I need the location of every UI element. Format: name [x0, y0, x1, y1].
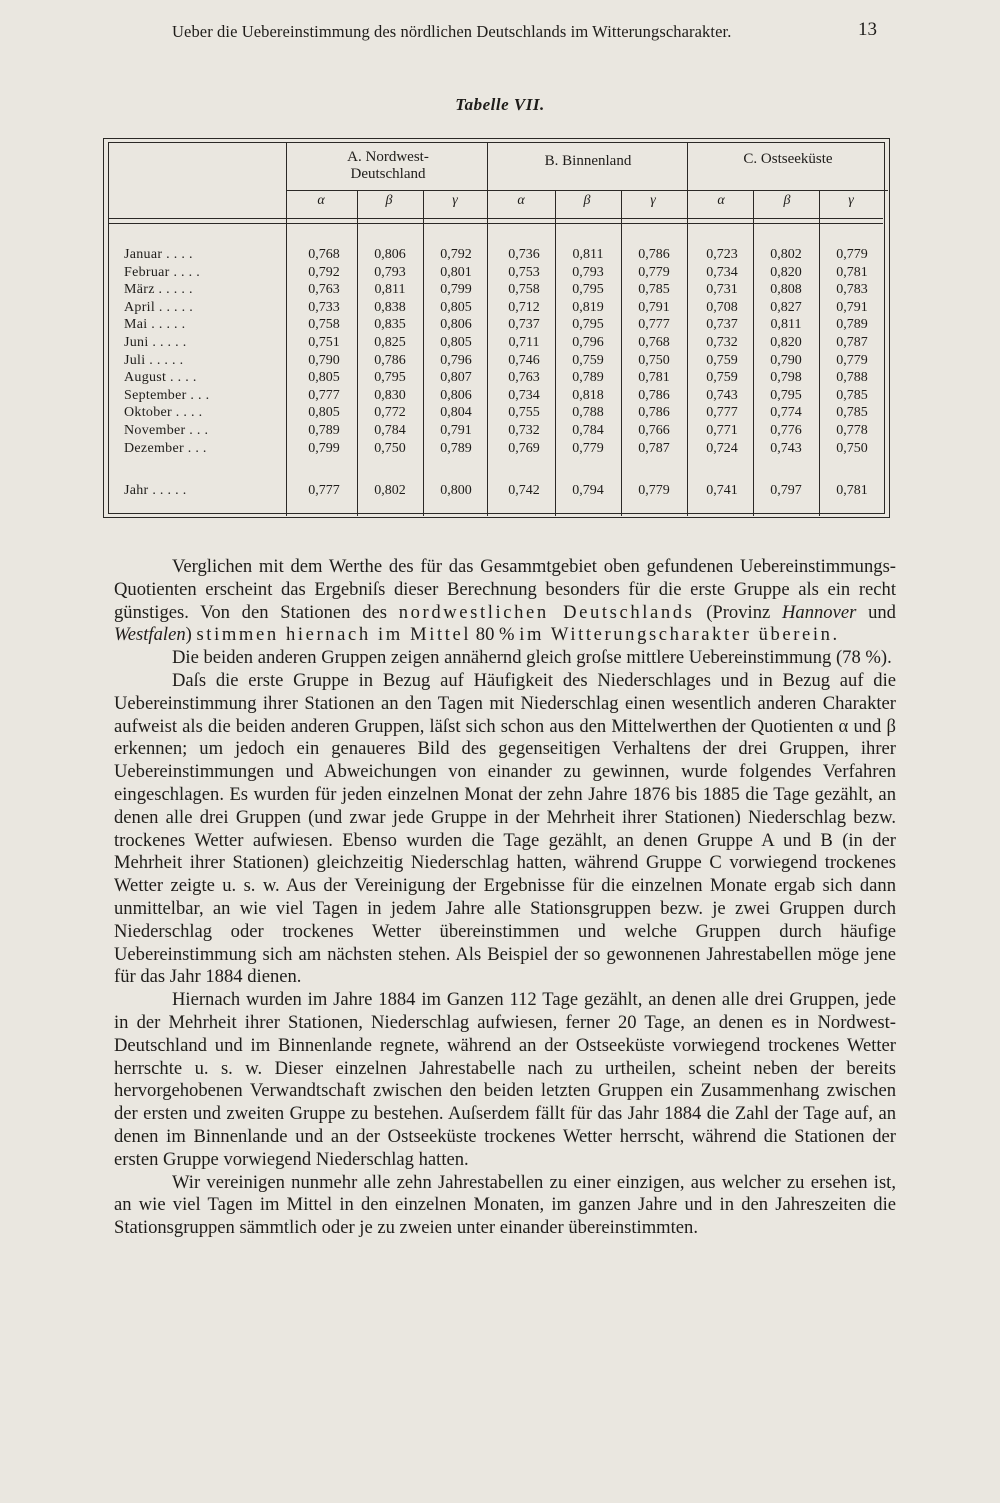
table-cell: 0,791: [638, 299, 670, 315]
group-header-b: [489, 153, 687, 170]
table-cell: 0,796: [440, 352, 472, 368]
table-cell: 0,795: [770, 387, 802, 403]
table-cell: 0,800: [440, 483, 472, 498]
table-cell: 0,785: [638, 282, 670, 298]
table-cell: 0,798: [770, 370, 802, 386]
subcol-header-beta: β: [583, 193, 591, 208]
text-run: (Provinz: [694, 601, 782, 623]
table-cell: 0,778: [836, 423, 868, 438]
table-row-label: Dezember . . .: [124, 440, 207, 456]
table-cell: 0,768: [308, 247, 340, 262]
table-cell: 0,777: [706, 405, 738, 421]
table-cell: 0,806: [374, 247, 406, 262]
table-row-label: August . . . .: [124, 370, 197, 386]
table-cell: 0,791: [836, 299, 868, 315]
subcol-header-beta: β: [783, 193, 791, 208]
table-cell: 0,763: [308, 282, 340, 298]
table-row-label: Februar . . . .: [124, 264, 201, 280]
text-run: Verglichen mit dem Werthe des für das Gesammtgebiet oben gefundenen Uebereinstimmungs-Quotienten erscheint das Ergebniſs dieser Berechnung besonders für die erste Gruppe als ein recht günstiges. Von den Stationen des: [114, 556, 896, 623]
header-bottom-rule: [108, 218, 883, 219]
table-cell: 0,742: [508, 483, 540, 498]
table-cell: 0,777: [308, 483, 340, 498]
paragraph: Hiernach wurden im Jahre 1884 im Ganzen 112 Tage gezählt, an denen alle drei Gruppen, jede in der Mehrheit ihrer Stationen, Niederschlag aufwiesen, ferner 20 Tage, an denen es in Nordwest-Deutschland und im Binnenlande regnete, während an der Ostseeküste vorwiegend trockenes Wetter herrschte u. s. w. Dieser einzelnen Jahrestabelle nach zu urtheilen, scheint neben der bereits hervorgehobenen Verwandtschaft zwischen den beiden letzten Gruppen ein Zusammenhang zwischen der ersten und zweiten Gruppe zu bestehen. Auſserdem fällt für das Jahr 1884 die Zahl der Tage auf, an denen im Binnenlande und an der Ostseeküste trockenes Wetter herrscht, während die Stationen der ersten Gruppe vorwiegend Niederschlag hatten.: [114, 989, 896, 1170]
table-row-label: April . . . . .: [124, 299, 194, 315]
table-cell: 0,787: [638, 440, 670, 456]
table-cell: 0,723: [706, 247, 738, 262]
table-cell: 0,734: [706, 264, 738, 280]
table-row-label: Mai . . . . .: [124, 317, 186, 333]
table-cell: 0,777: [308, 387, 340, 403]
table-cell: 0,790: [770, 352, 802, 368]
table-cell: 0,781: [836, 264, 868, 280]
spaced-text: nordwestlichen Deutschlands: [398, 601, 695, 623]
table-cell: 0,779: [836, 352, 868, 368]
table-cell: 0,784: [374, 423, 406, 438]
table-cell: 0,786: [638, 405, 670, 421]
table-cell: 0,838: [374, 299, 406, 315]
table-cell: 0,793: [374, 264, 406, 280]
table-cell: 0,805: [308, 405, 340, 421]
table-cell: 0,805: [308, 370, 340, 386]
table-cell: 0,724: [706, 440, 738, 456]
table-cell: 0,799: [308, 440, 340, 456]
table-cell: 0,743: [770, 440, 802, 456]
table-row-label: Oktober . . . .: [124, 405, 203, 421]
subcol-header-alpha: α: [317, 193, 325, 208]
table-cell: 0,790: [308, 352, 340, 368]
table-cell: 0,758: [508, 282, 540, 298]
header-rule: [286, 190, 888, 191]
table-cell: 0,737: [706, 317, 738, 333]
table-cell: 0,784: [572, 423, 604, 438]
table-cell: 0,819: [572, 299, 604, 315]
table-title: Tabelle VII.: [455, 95, 545, 114]
paragraph: [114, 556, 896, 647]
table-row-label: November . . .: [124, 423, 209, 438]
spaced-text: stimmen hiernach im Mittel: [196, 624, 472, 646]
table-cell: 0,741: [706, 483, 738, 498]
group-header-c: [689, 151, 887, 168]
table-cell: 0,789: [836, 317, 868, 333]
table-cell: 0,805: [440, 335, 472, 350]
table-cell: 0,820: [770, 335, 802, 350]
spaced-text: im Witterungscharakter überein.: [519, 624, 840, 646]
table-row-label: September . . .: [124, 387, 210, 403]
table-cell: 0,806: [440, 387, 472, 403]
table-cell: 0,763: [508, 370, 540, 386]
paragraph: Wir vereinigen nunmehr alle zehn Jahrestabellen zu einer einzigen, aus welcher zu ersehen ist, an wie viel Tagen im Mittel in den einzelnen Monaten, im ganzen Jahre und in den Jahreszeiten die Stationsgruppen sämmtlich oder je zu zweien unter einander übereinstimmten.: [114, 1171, 896, 1239]
table-cell: 0,783: [836, 282, 868, 298]
table-cell: 0,774: [770, 405, 802, 421]
table-cell: 0,802: [770, 247, 802, 262]
table-cell: 0,805: [440, 299, 472, 315]
table-cell: 0,795: [572, 282, 604, 298]
table-cell: 0,750: [836, 440, 868, 456]
italic-text: Westfalen: [114, 624, 186, 646]
table-cell: 0,758: [308, 317, 340, 333]
table-cell: 0,835: [374, 317, 406, 333]
table-cell: 0,736: [508, 247, 540, 262]
table-row-label: Juli . . . . .: [124, 352, 184, 368]
table-cell: 0,785: [836, 387, 868, 403]
table-cell: 0,771: [706, 423, 738, 438]
subcol-header-gamma: γ: [650, 193, 656, 208]
table-cell: 0,750: [374, 440, 406, 456]
table-cell: 0,796: [572, 335, 604, 350]
text-run: ): [185, 624, 197, 646]
table-cell: 0,795: [572, 317, 604, 333]
table-cell: 0,786: [638, 387, 670, 403]
table-cell: 0,786: [638, 247, 670, 262]
table-cell: 0,711: [508, 335, 540, 350]
group-header-line: B. Binnenland: [544, 153, 632, 169]
table-cell: 0,830: [374, 387, 406, 403]
group-divider-a: [286, 142, 287, 516]
table-cell: 0,743: [706, 387, 738, 403]
table-cell: 0,755: [508, 405, 540, 421]
table-cell: 0,799: [440, 282, 472, 298]
table-cell: 0,793: [572, 264, 604, 280]
text-run: 80 %: [471, 624, 520, 646]
table-cell: 0,746: [508, 352, 540, 368]
subcol-header-gamma: γ: [452, 193, 458, 208]
page-number: 13: [858, 19, 877, 40]
table-cell: 0,806: [440, 317, 472, 333]
group-header-line: Deutschland: [350, 166, 426, 182]
table-cell: 0,769: [508, 440, 540, 456]
table-cell: 0,712: [508, 299, 540, 315]
table-cell: 0,777: [638, 317, 670, 333]
table-cell: 0,737: [508, 317, 540, 333]
table-cell: 0,789: [572, 370, 604, 386]
table-cell: 0,789: [440, 440, 472, 456]
table-cell: 0,811: [770, 317, 802, 333]
table-row-label: März . . . . .: [124, 282, 193, 298]
table-cell: 0,791: [440, 423, 472, 438]
table-cell: 0,787: [836, 335, 868, 350]
table-cell: 0,825: [374, 335, 406, 350]
table-cell: 0,785: [836, 405, 868, 421]
table-row-label: Juni . . . . .: [124, 335, 187, 350]
table-cell: 0,751: [308, 335, 340, 350]
paragraph: Daſs die erste Gruppe in Bezug auf Häufigkeit des Niederschlages und in Bezug auf die Uebereinstimmung ihrer Stationen an den Tagen mit Niederschlag einen wesentlich anderen Charakter aufweist als die beiden anderen Gruppen, läſst sich schon aus den Mittelwerthen der Quotienten α und β erkennen; um jedoch ein genaueres Bild des gegenseitigen Verhaltens der drei Gruppen, ihrer Uebereinstimmungen und Abweichungen von einander zu gewinnen, wurde folgendes Verfahren eingeschlagen. Es wurden für jeden einzelnen Monat der zehn Jahre 1876 bis 1885 die Tage gezählt, an denen alle drei Gruppen (und zwar jede Gruppe in der Mehrheit ihrer Stationen) Niederschlag bezw. trockenes Wetter aufwiesen. Ebenso wurden die Tage gezählt, an denen Gruppe A und B (in der Mehrheit ihrer Stationen) gleichzeitig Niederschlag hatten, während Gruppe C vorwiegend trockenes Wetter zeigte u. s. w. Aus der Vereinigung der Ergebnisse für die einzelnen Monate ergab sich dann unmittelbar, an wie viel Tagen in jedem Jahre alle Stationsgruppen bezw. je zwei Gruppen durch Niederschlag oder trockenes Wetter übereinstimmen und welche Gruppen durch häufige Uebereinstimmung sich am nächsten stehen. Als Beispiel der so gewonnenen Jahrestabellen möge jene für das Jahr 1884 dienen.: [114, 669, 896, 988]
table-cell: 0,732: [508, 423, 540, 438]
table-cell: 0,811: [374, 282, 406, 298]
body-text: [114, 556, 896, 1240]
table-cell: 0,797: [770, 483, 802, 498]
total-row-label: Jahr . . . . .: [124, 483, 187, 498]
table-cell: 0,779: [836, 247, 868, 262]
table-cell: 0,781: [836, 483, 868, 498]
table-row-label: Januar . . . .: [124, 247, 193, 262]
running-title: Ueber die Uebereinstimmung des nördlichen Deutschlands im Witterungscharakter.: [172, 22, 732, 41]
italic-text: Hannover: [781, 601, 857, 623]
table-cell: 0,779: [638, 483, 670, 498]
table-cell: 0,759: [706, 370, 738, 386]
table-cell: 0,802: [374, 483, 406, 498]
text-run: und: [856, 601, 896, 623]
header-bottom-rule: [108, 223, 883, 224]
table-cell: 0,795: [374, 370, 406, 386]
table-cell: 0,820: [770, 264, 802, 280]
table-cell: 0,788: [572, 405, 604, 421]
group-header-a: [289, 149, 487, 183]
group-header-line: A. Nordwest-: [347, 149, 429, 165]
table-cell: 0,734: [508, 387, 540, 403]
table-cell: 0,779: [572, 440, 604, 456]
table-cell: 0,759: [706, 352, 738, 368]
table-cell: 0,827: [770, 299, 802, 315]
paragraph: Die beiden anderen Gruppen zeigen annähernd gleich groſse mittlere Uebereinstimmung (78 %).: [172, 647, 892, 669]
table-cell: 0,753: [508, 264, 540, 280]
group-header-line: C. Ostseeküste: [743, 151, 833, 167]
table-cell: 0,818: [572, 387, 604, 403]
table-cell: 0,807: [440, 370, 472, 386]
subcol-header-beta: β: [385, 193, 393, 208]
table-cell: 0,766: [638, 423, 670, 438]
table-cell: 0,732: [706, 335, 738, 350]
table-cell: 0,792: [440, 247, 472, 262]
table-cell: 0,731: [706, 282, 738, 298]
subcol-header-gamma: γ: [848, 193, 854, 208]
table-cell: 0,772: [374, 405, 406, 421]
table-cell: 0,733: [308, 299, 340, 315]
table-cell: 0,789: [308, 423, 340, 438]
table-cell: 0,768: [638, 335, 670, 350]
table-cell: 0,794: [572, 483, 604, 498]
table-cell: 0,792: [308, 264, 340, 280]
subcol-header-alpha: α: [517, 193, 525, 208]
table-cell: 0,811: [572, 247, 604, 262]
data-table: [103, 138, 890, 518]
table-cell: 0,750: [638, 352, 670, 368]
table-cell: 0,708: [706, 299, 738, 315]
table-cell: 0,788: [836, 370, 868, 386]
table-cell: 0,779: [638, 264, 670, 280]
table-cell: 0,804: [440, 405, 472, 421]
table-cell: 0,759: [572, 352, 604, 368]
table-cell: 0,786: [374, 352, 406, 368]
subcol-header-alpha: α: [717, 193, 725, 208]
table-cell: 0,781: [638, 370, 670, 386]
table-cell: 0,776: [770, 423, 802, 438]
table-cell: 0,808: [770, 282, 802, 298]
group-divider-c: [687, 142, 688, 516]
table-cell: 0,801: [440, 264, 472, 280]
